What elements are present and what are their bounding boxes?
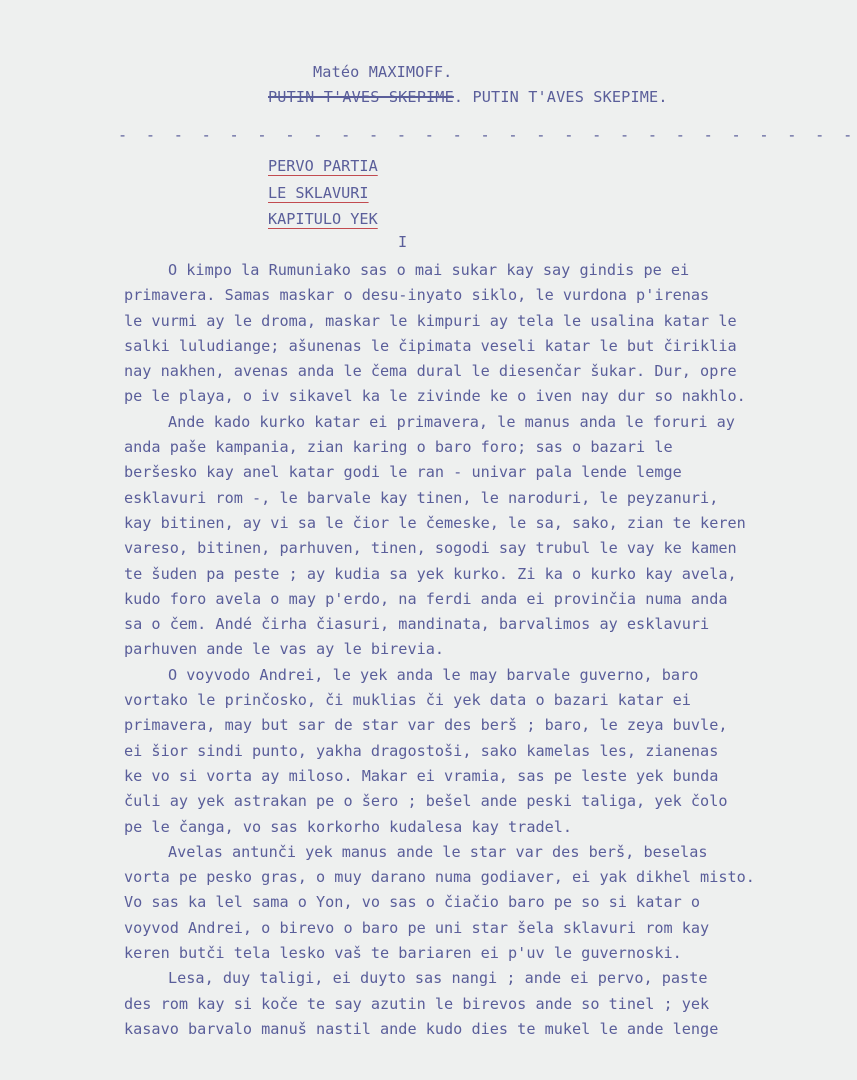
chapter-heading: KAPITULO YEK: [268, 210, 378, 228]
text-line: Vo sas ka lel sama o Yon, vo sas o čiačio baro pe so si katar o: [124, 893, 701, 912]
text-line: ei šior sindi punto, yakha dragostoši, sako kamelas les, zianenas: [124, 741, 719, 760]
text-line: esklavuri rom -, le barvale kay tinen, le naroduri, le peyzanuri,: [124, 488, 719, 507]
text-line: pe le čanga, vo sas korkorho kudalesa kay tradel.: [124, 817, 573, 836]
text-line: Ande kado kurko katar ei primavera, le manus anda le foruri ay: [168, 412, 735, 431]
text-line: le vurmi ay le droma, maskar le kimpuri ay tela le usalina katar le: [124, 311, 737, 330]
text-line: vorta pe pesko gras, o muy darano numa godiaver, ei yak dikhel misto.: [124, 868, 755, 887]
struck-title: PUTIN T'AVES SKEPIME: [268, 88, 454, 106]
text-line: sa o čem. Andé čirha čiasuri, mandinata, barvalimos ay esklavuri: [124, 615, 710, 634]
manuscript-title: [268, 88, 668, 106]
text-line: keren butči tela lesko vaš te bariaren ei p'uv le guvernoski.: [124, 944, 682, 963]
text-line: primavera, may but sar de star var des berš ; baro, le zeya buvle,: [124, 716, 728, 735]
paragraph: [124, 258, 760, 410]
text-line: parhuven ande le vas ay le birevia.: [124, 640, 445, 659]
text-line: salki luludiange; ašunenas le čipimata veseli katar le but čiriklia: [124, 336, 737, 355]
chapter-number: I: [398, 233, 408, 251]
text-line: des rom kay si koče te say azutin le birevos ande so tinel ; yek: [124, 994, 710, 1013]
body-text: [124, 258, 760, 1042]
text-line: Avelas antunči yek manus ande le star var des berš, beselas: [168, 842, 708, 861]
text-line: kay bitinen, ay vi sa le čior le čemeske, le sa, sako, zian te keren: [124, 513, 746, 532]
paragraph: [124, 840, 760, 966]
text-line: O kimpo la Rumuniako sas o mai sukar kay say gindis pe ei: [168, 261, 690, 279]
text-line: čuli ay yek astrakan pe o šero ; bešel ande peski taliga, yek čolo: [124, 792, 728, 811]
title-text: . PUTIN T'AVES SKEPIME.: [453, 88, 668, 106]
part-heading: PERVO PARTIA: [268, 157, 378, 175]
author-name: Matéo MAXIMOFF.: [313, 63, 453, 81]
text-line: vortako le prinčosko, či muklias či yek data o bazari katar ei: [124, 691, 691, 710]
text-line: ke vo si vorta ay miloso. Makar ei vramia, sas pe leste yek bunda: [124, 766, 719, 785]
text-line: nay nakhen, avenas anda le čema dural le diesenčar šukar. Dur, opre: [124, 362, 737, 381]
divider-line: - - - - - - - - - - - - - - - - - - - - - - - - - - -: [118, 126, 857, 144]
text-line: kasavo barvalo manuš nastil ande kudo dies te mukel le ande lenge: [124, 1019, 719, 1038]
paragraph: [124, 410, 760, 663]
section-heading: LE SKLAVURI: [268, 184, 369, 202]
text-line: anda paše kampania, zian karing o baro foro; sas o bazari le: [124, 438, 673, 457]
text-line: O voyvodo Andrei, le yek anda le may barvale guverno, baro: [168, 665, 699, 684]
text-line: kudo foro avela o may p'erdo, na ferdi anda ei provinčia numa anda: [124, 589, 728, 608]
text-line: primavera. Samas maskar o desu-inyato siklo, le vurdona p'irenas: [124, 286, 710, 305]
text-line: pe le playa, o iv sikavel ka le zivinde ke o iven nay dur so nakhlo.: [124, 387, 746, 406]
text-line: te šuden pa peste ; ay kudia sa yek kurko. Zi ka o kurko kay avela,: [124, 564, 737, 583]
text-line: Lesa, duy taligi, ei duyto sas nangi ; ande ei pervo, paste: [168, 969, 708, 988]
paragraph: [124, 663, 760, 840]
text-line: beršesko kay anel katar godi le ran - univar pala lende lemge: [124, 463, 682, 482]
paragraph: [124, 966, 760, 1042]
text-line: voyvod Andrei, o birevo o baro pe uni star šela sklavuri rom kay: [124, 918, 710, 937]
text-line: vareso, bitinen, parhuven, tinen, sogodi say trubul le vay ke kamen: [124, 539, 737, 558]
